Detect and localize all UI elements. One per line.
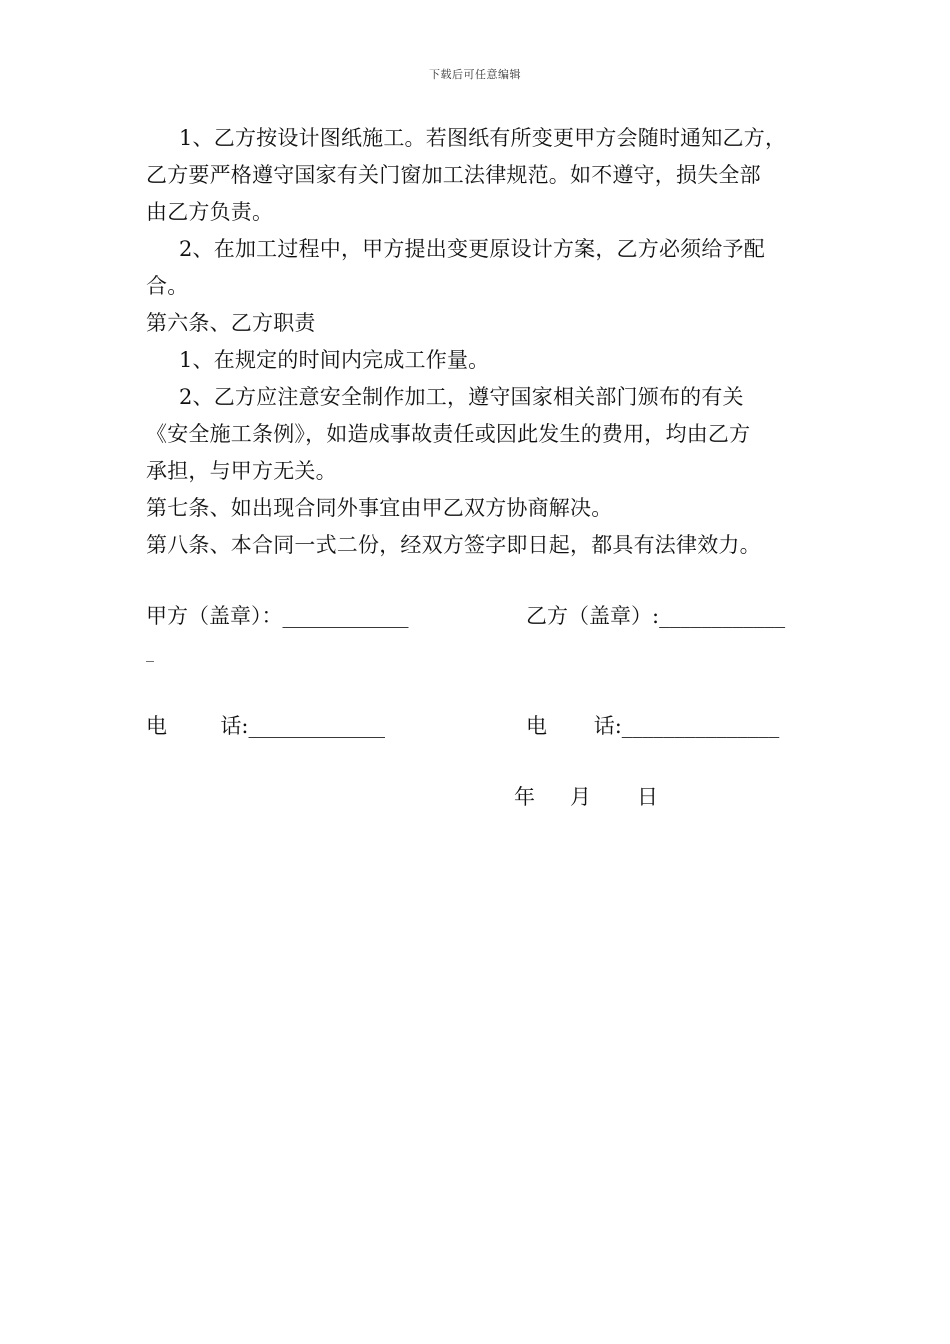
paragraph-line: 由乙方负责。: [146, 200, 274, 224]
contract-body: [146, 120, 806, 564]
paragraph-line: 1、乙方按设计图纸施工。若图纸有所变更甲方会随时通知乙方，: [179, 126, 787, 150]
party-a-seal-overflow: _: [146, 643, 154, 662]
page-header: 下载后可任意编辑: [429, 68, 521, 81]
paragraph-line: 《安全施工条例》，如造成事故责任或因此发生的费用，均由乙方: [146, 422, 751, 446]
paragraph-line: 2、乙方应注意安全制作加工，遵守国家相关部门颁布的有关: [179, 385, 744, 409]
party-a-seal: 甲方（盖章）：____________: [146, 604, 409, 628]
party-b-seal: 乙方（盖章）:____________: [526, 604, 786, 628]
paragraph-line: 合。: [146, 274, 189, 298]
date-day: 日: [637, 785, 658, 809]
paragraph-line: 2、在加工过程中，甲方提出变更原设计方案，乙方必须给予配: [179, 237, 765, 261]
paragraph-line: 1、在规定的时间内完成工作量。: [179, 348, 490, 372]
party-a-phone: 电 话:_____________: [146, 714, 385, 738]
party-b-phone: 电 话:_______________: [526, 714, 780, 738]
date-year: 年: [514, 785, 535, 809]
date-month: 月: [570, 785, 591, 809]
article-line: 第八条、本合同一式二份，经双方签字即日起，都具有法律效力。: [146, 533, 761, 557]
article-line: 第七条、如出现合同外事宜由甲乙双方协商解决。: [146, 496, 613, 520]
article-heading: 第六条、乙方职责: [146, 311, 316, 335]
paragraph-line: 承担，与甲方无关。: [146, 459, 337, 483]
paragraph-line: 乙方要严格遵守国家有关门窗加工法律规范。如不遵守，损失全部: [146, 163, 761, 187]
